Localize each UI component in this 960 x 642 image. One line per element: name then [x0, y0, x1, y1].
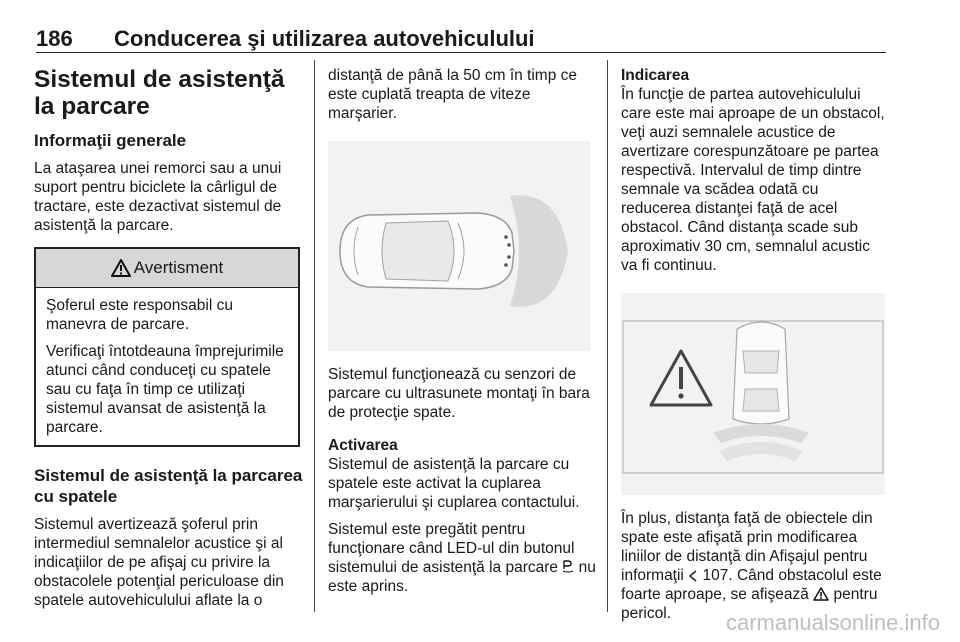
- paragraph-continued: distanţă de până la 50 cm în timp ce este cuplată treapta de viteze marşarier.: [328, 67, 578, 122]
- warning-paragraph-1: Şoferul este responsabil cu manevra de parcare.: [46, 297, 233, 333]
- section-title: Sistemul de asistenţă la parcare: [34, 66, 285, 120]
- paragraph-ready-text-a: Sistemul este pregătit pentru funcţionare când LED-ul din butonul sistemului de asistenţă la parcare: [328, 521, 575, 576]
- heading-activation: Activarea: [328, 437, 398, 454]
- page-number: 186: [36, 26, 73, 51]
- subsection-title-general: Informaţii generale: [34, 131, 187, 150]
- paragraph-rear: Sistemul avertizează şoferul prin intermediul semnalelor acustice şi al indicaţiilor de pe afişaj cu privire la obstacolele potenţial periculoase din spatele autovehiculului aflate la o: [34, 516, 284, 609]
- paragraph-display: [621, 509, 889, 623]
- car-sensor-illustration: [328, 141, 590, 351]
- warning-label: Avertisment: [133, 258, 224, 277]
- display-distance-illustration: [621, 293, 885, 495]
- car-top-view-icon: [340, 213, 514, 289]
- car-rear-view-icon: [733, 322, 789, 424]
- page-reference-triangle-icon: [688, 570, 698, 582]
- column-divider-1: [314, 60, 315, 612]
- paragraph-ready: [328, 520, 598, 596]
- paragraph-display-text-ref: 107. Când obstacolul este foarte aproape, se afişează: [621, 567, 882, 603]
- paragraph-indication: În funcţie de partea autovehiculului care este mai aproape de un obstacol, veţi auzi semnalele acustice de avertizare corespunzătoare pe partea respectivă. Intervalul de timp dintre semnale va scădea odată cu reducerea distanţei faţă de acel obstacol. Când distanţa scade sub aproximativ 30 cm, semnalul acustic va fi continuu.: [621, 86, 885, 274]
- warning-icon: [111, 259, 131, 277]
- subsection-title-rear: Sistemul de asistenţă la parcarea cu spatele: [34, 466, 303, 506]
- column-3: [621, 66, 889, 623]
- parking-assist-icon: [562, 560, 574, 574]
- running-title: Conducerea şi utilizarea autovehiculului: [114, 26, 535, 51]
- warning-box: [34, 247, 300, 447]
- warning-header: [36, 249, 298, 288]
- paragraph-display-text-b: pentru pericol.: [621, 586, 878, 622]
- column-2: [328, 66, 598, 596]
- heading-indication: Indicarea: [621, 67, 690, 84]
- paragraph-sensors: Sistemul funcţionează cu senzori de parcare cu ultrasunete montaţi în bara de protecţie spate.: [328, 366, 590, 421]
- warning-paragraph-2: Verificaţi întotdeauna împrejurimile atunci când conduceţi cu spatele sau cu faţa în timp ce utilizaţi sistemul avansat de asistenţă la parcare.: [46, 343, 284, 436]
- paragraph-ready-text-b: nu este aprins.: [328, 559, 596, 595]
- warning-body: [36, 288, 298, 445]
- paragraph-general: La ataşarea unei remorci sau a unui suport pentru biciclete la cârligul de tractare, este dezactivat sistemul de asistenţă la parcare.: [34, 160, 282, 234]
- danger-warning-icon: [813, 587, 829, 601]
- page-header: [36, 22, 886, 53]
- column-1: [34, 66, 304, 610]
- paragraph-display-text-a: În plus, distanţa faţă de obiectele din spate este afişată prin modificarea liniilor de distanţă din Afişajul pentru informaţii: [621, 510, 873, 584]
- paragraph-activation: Sistemul de asistenţă la parcare cu spatele este activat la cuplarea marşarierului şi cuplarea contactului.: [328, 456, 580, 511]
- column-divider-2: [607, 60, 608, 612]
- watermark: carmanualsonline.info: [725, 610, 940, 635]
